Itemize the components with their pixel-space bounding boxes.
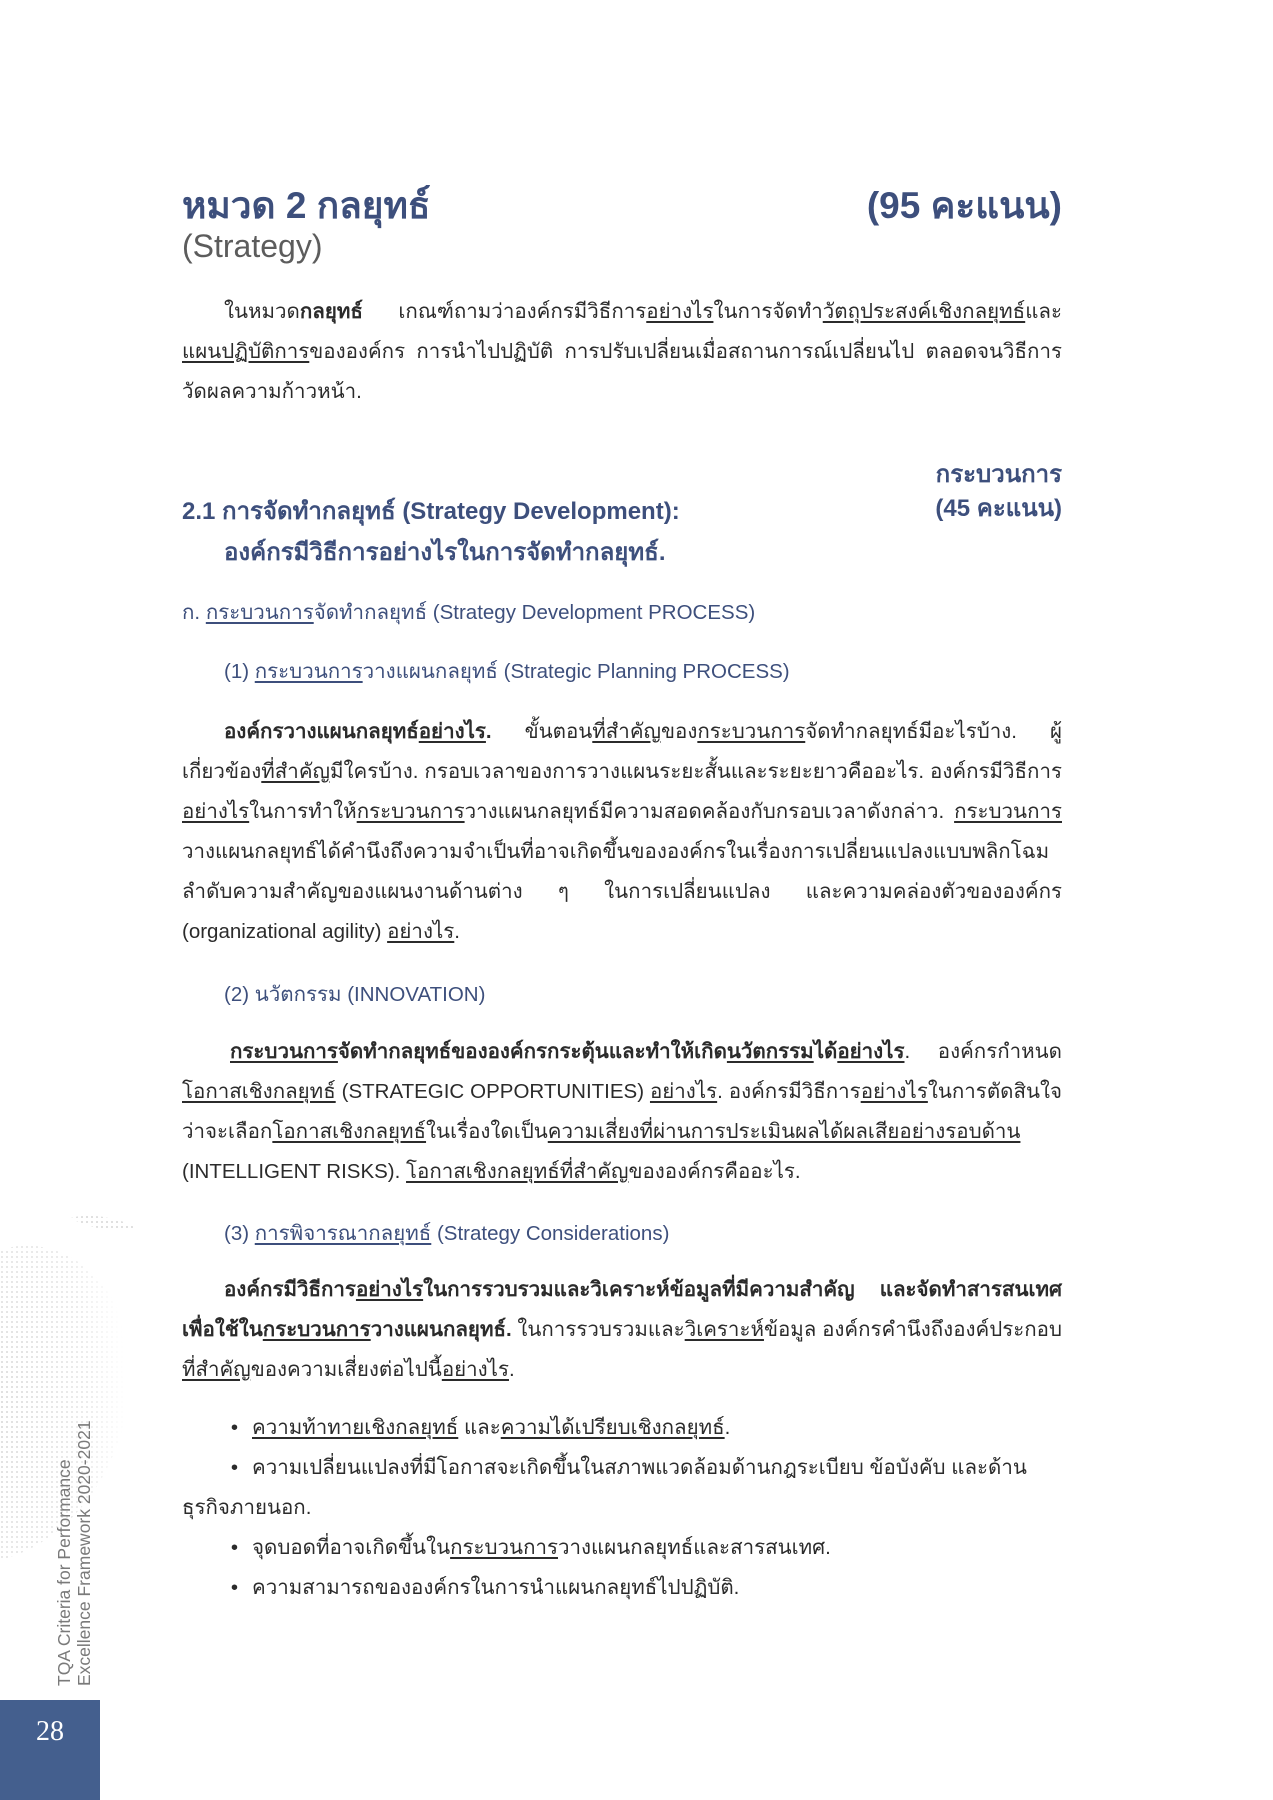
list-item: • ความเปลี่ยนแปลงที่มีโอกาสจะเกิดขึ้นในสภาพแวดล้อมด้านกฎระเบียบ ข้อบังคับ และด้าน ธุรกิจภายนอก. (182, 1448, 1062, 1528)
section-question: องค์กรมีวิธีการอย่างไรในการจัดทำกลยุทธ์. (224, 539, 666, 566)
paragraph-innovation: กระบวนการจัดทำกลยุทธ์ขององค์กรกระตุ้นและทำให้เกิดนวัตกรรมได้อย่างไร. องค์กรกำหนดโอกาสเชิงกลยุทธ์ (STRATEGIC OPPORTUNITIES) อย่างไร. องค์กรมีวิธีการอย่างไรในการตัดสินใจว่าจะเลือกโอกาสเชิงกลยุทธ์ในเรื่องใดเป็นความเสี่ยงที่ผ่านการประเมินผลได้ผลเสียอย่างรอบด้าน (INTELLIGENT RISKS). โอกาสเชิงกลยุทธ์ที่สำคัญขององค์กรคืออะไร. (182, 1040, 1062, 1183)
considerations-bullet-list (182, 1408, 1062, 1608)
chapter-header (182, 176, 1062, 235)
list-item: • ความท้าทายเชิงกลยุทธ์ และความได้เปรียบเชิงกลยุทธ์. (182, 1408, 1062, 1448)
section-title: 2.1 การจัดทำกลยุทธ์ (Strategy Development): (182, 498, 680, 525)
subitem-1-heading: (1) กระบวนการวางแผนกลยุทธ์ (Strategic Planning PROCESS) (224, 660, 790, 683)
subitem-3-heading: (3) การพิจารณากลยุทธ์ (Strategy Considerations) (224, 1222, 670, 1245)
chapter-score: (95 คะแนน) (866, 185, 1062, 226)
bullet-icon: • (230, 1416, 238, 1439)
page-number: 28 (36, 1716, 64, 1747)
list-item: • ความสามารถขององค์กรในการนำแผนกลยุทธ์ไปปฏิบัติ. (182, 1568, 1062, 1608)
section-score: (45 คะแนน) (935, 495, 1062, 522)
sidebar-caption: TQA Criteria for Performance Excellence Framework 2020-2021 (54, 1420, 94, 1686)
bullet-icon: • (230, 1536, 238, 1559)
list-item: • จุดบอดที่อาจเกิดขึ้นในกระบวนการวางแผนกลยุทธ์และสารสนเทศ. (182, 1528, 1062, 1568)
bullet-icon: • (230, 1456, 238, 1479)
paragraph-strategic-planning: องค์กรวางแผนกลยุทธ์อย่างไร. ขั้นตอนที่สำคัญของกระบวนการจัดทำกลยุทธ์มีอะไรบ้าง. ผู้เกี่ยวข้องที่สำคัญมีใครบ้าง. กรอบเวลาของการวางแผนระยะสั้นและระยะยาวคืออะไร. องค์กรมีวิธีการอย่างไรในการทำให้กระบวนการวางแผนกลยุทธ์มีความสอดคล้องกับกรอบเวลาดังกล่าว. กระบวนการวางแผนกลยุทธ์ได้คำนึงถึงความจำเป็นที่อาจเกิดขึ้นขององค์กรในเรื่องการเปลี่ยนแปลงแบบพลิกโฉม ลำดับความสำคัญของแผนงานด้านต่าง ๆ ในการเปลี่ยนแปลง และความคล่องตัวขององค์กร (organizational agility) อย่างไร. (182, 720, 1062, 943)
chapter-title: หมวด 2 กลยุทธ์ (182, 185, 431, 226)
chapter-subtitle: (Strategy) (182, 228, 323, 264)
bullet-icon: • (230, 1576, 238, 1599)
section-type-score (830, 458, 1062, 526)
intro-paragraph: ในหมวดกลยุทธ์ เกณฑ์ถามว่าองค์กรมีวิธีการอย่างไรในการจัดทำวัตถุประสงค์เชิงกลยุทธ์และแผนปฏิบัติการขององค์กร การนำไปปฏิบัติ การปรับเปลี่ยนเมื่อสถานการณ์เปลี่ยนไป ตลอดจนวิธีการวัดผลความก้าวหน้า. (182, 300, 1062, 403)
item-a-heading: ก. กระบวนการจัดทำกลยุทธ์ (Strategy Development PROCESS) (182, 601, 756, 624)
subitem-2-heading: (2) นวัตกรรม (INNOVATION) (224, 983, 486, 1006)
section-type-label: กระบวนการ (935, 461, 1062, 488)
paragraph-strategy-considerations: องค์กรมีวิธีการอย่างไรในการรวบรวมและวิเคราะห์ข้อมูลที่มีความสำคัญ และจัดทำสารสนเทศเพื่อใช้ในกระบวนการวางแผนกลยุทธ์. ในการรวบรวมและวิเคราะห์ข้อมูล องค์กรคำนึงถึงองค์ประกอบที่สำคัญของความเสี่ยงต่อไปนี้อย่างไร. (182, 1278, 1062, 1381)
